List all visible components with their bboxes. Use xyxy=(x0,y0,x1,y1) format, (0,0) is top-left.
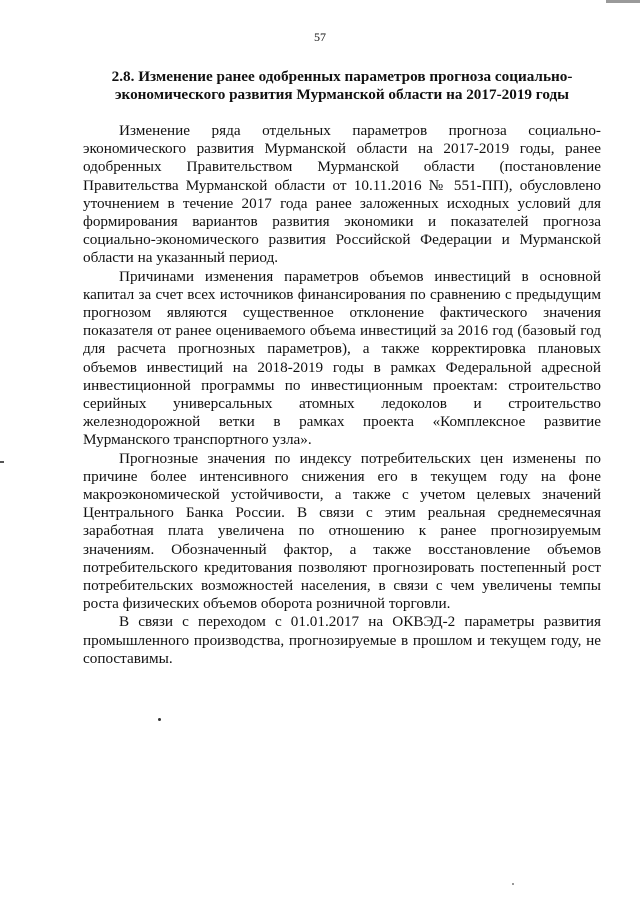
paragraph-3: Прогнозные значения по индексу потребительских цен изменены по причине более интенсивного снижения его в текущем году на фоне макроэкономической устойчивости, а также с учетом целевых значений Центрального Банка России. В связи с этим реальная среднемесячная заработная плата увеличена по отношению к ранее прогнозируемым значениям. Обозначенный фактор, а также восстановление объемов потребительского кредитования позволяют прогнозировать постепенный рост потребительских возможностей населения, в связи с чем увеличены темпы роста физических объемов оборота розничной торговли. xyxy=(83,449,601,613)
section-heading-line-2: экономического развития Мурманской области на 2017-2019 годы xyxy=(114,86,570,103)
section-heading xyxy=(82,68,602,104)
section-body xyxy=(83,122,601,668)
section-heading-line-1: 2.8. Изменение ранее одобренных параметров прогноза социально- xyxy=(111,68,573,85)
scan-speck xyxy=(512,883,514,885)
scan-speck xyxy=(158,718,161,721)
scan-corner-mark xyxy=(606,0,640,3)
paragraph-1: Изменение ряда отдельных параметров прогноза социально-экономического развития Мурманской области на 2017-2019 годы, ранее одобренных Правительством Мурманской области (постановление Правительства Мурманской области от 10.11.2016 № 551-ПП), обусловлено уточнением в течение 2017 года ранее заложенных исходных условий для формирования вариантов развития экономики и показателей прогноза социально-экономического развития Российской Федерации и Мурманской области на указанный период. xyxy=(83,122,601,267)
scan-edge-mark xyxy=(0,461,4,463)
paragraph-4: В связи с переходом с 01.01.2017 на ОКВЭД-2 параметры развития промышленного производства, прогнозируемые в прошлом и текущем году, не сопоставимы. xyxy=(83,613,601,667)
page-number: 57 xyxy=(314,30,326,44)
paragraph-2: Причинами изменения параметров объемов инвестиций в основной капитал за счет всех источников финансирования по сравнению с предыдущим прогнозом являются существенное отклонение фактического значения показателя от ранее оцениваемого объема инвестиций за 2016 год (базовый год для расчета прогнозных параметров), а также корректировка плановых объемов инвестиций на 2018-2019 годы в рамках Федеральной адресной инвестиционной программы по инвестиционным проектам: строительство серийных универсальных атомных ледоколов и строительство железнодорожной ветки в рамках проекта «Комплексное развитие Мурманского транспортного узла». xyxy=(83,267,601,449)
